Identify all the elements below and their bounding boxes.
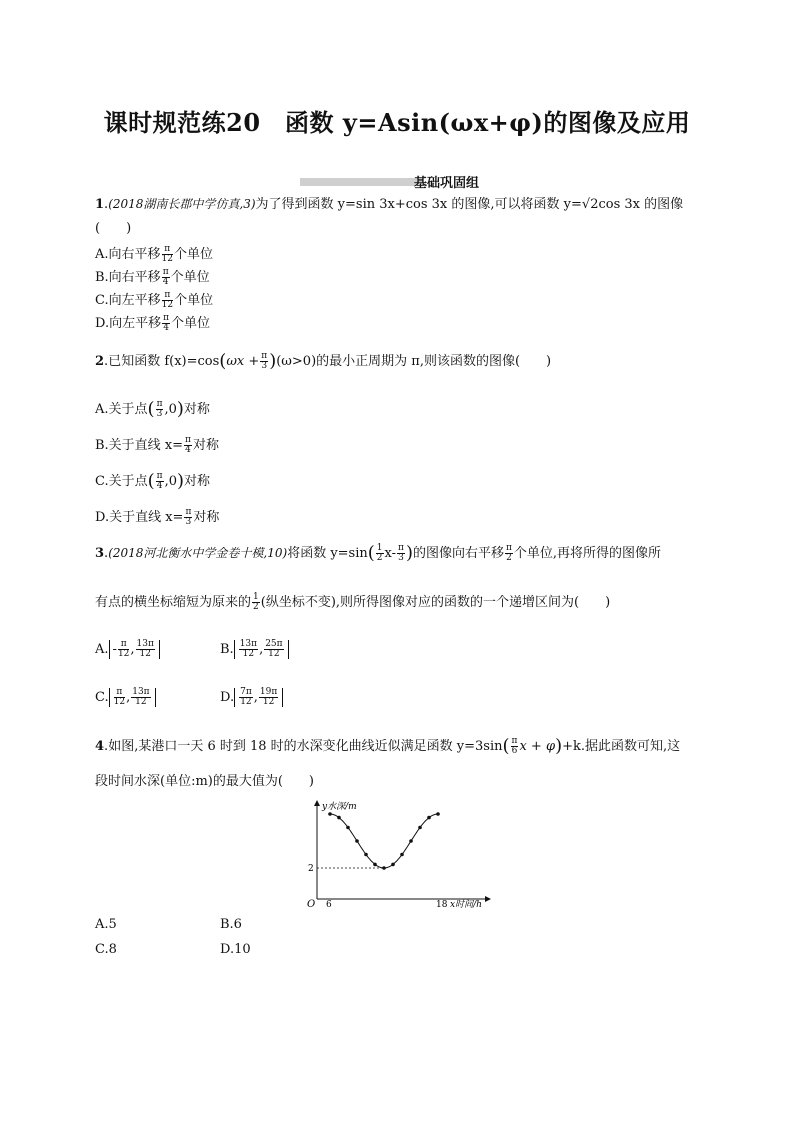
curve-point bbox=[328, 812, 332, 816]
x-tick-18: 18 bbox=[436, 900, 448, 910]
curve-points bbox=[328, 812, 440, 870]
curve-point bbox=[427, 816, 431, 820]
q4-stem-line2: 段时间水深(单位:m)的最大值为( ) bbox=[95, 774, 314, 789]
q1-option-d[interactable]: D.向左平移 $\frac{\pi}{4}$ 个单位 bbox=[95, 313, 211, 333]
q3-option-b[interactable]: B. $\frac{13\pi}{12}$ , $\frac{25\pi}{12}$ bbox=[220, 640, 289, 659]
q4-inner: x + φ bbox=[519, 739, 556, 754]
q2-inner: ωx + bbox=[226, 354, 260, 369]
q4-figure bbox=[300, 795, 500, 910]
x-axis-label: x时间/h bbox=[450, 900, 482, 910]
x-tick-6: 6 bbox=[326, 900, 332, 910]
curve-point bbox=[355, 839, 359, 843]
q2-stem-b: (ω>0)的最小正周期为 π,则该函数的图像( ) bbox=[276, 354, 552, 369]
q3-line2-a: 有点的横坐标缩短为原来的 bbox=[95, 595, 252, 610]
q3-line2-b: (纵坐标不变),则所得图像对应的函数的一个递增区间为( ) bbox=[260, 595, 611, 610]
q2-stem: 2.已知函数 f(x)=cos(ωx + $\frac{\pi}{3}$ )(ω>0)的最小正周期为 π,则该函数的图像( ) bbox=[95, 350, 552, 372]
q3-frac-1: $\frac{1}{2}$ bbox=[376, 543, 383, 563]
q4-option-c[interactable]: C.8 bbox=[95, 942, 117, 957]
curve-point bbox=[373, 863, 377, 867]
q1-number: 1 bbox=[95, 197, 105, 212]
section-label: 基础巩固组 bbox=[414, 176, 480, 191]
curve-point bbox=[418, 826, 422, 830]
q2-option-d[interactable]: D.关于直线 x= $\frac{\pi}{3}$ 对称 bbox=[95, 507, 220, 527]
q4-option-d[interactable]: D.10 bbox=[220, 942, 251, 957]
q3-number: 3 bbox=[95, 546, 105, 561]
y-axis-label: y水深/m bbox=[322, 802, 357, 812]
q4-number: 4 bbox=[95, 739, 105, 754]
curve-point bbox=[382, 866, 386, 870]
q3-stem-b: 的图像向右平移 bbox=[412, 546, 504, 561]
curve-point bbox=[409, 839, 413, 843]
q3-frac-2: $\frac{\pi}{3}$ bbox=[398, 543, 404, 563]
q2-option-a[interactable]: A.关于点( $\frac{\pi}{3}$ ,0)对称 bbox=[95, 398, 210, 420]
q2-number: 2 bbox=[95, 354, 105, 369]
q1-stem-b: cos 3x 的图像 bbox=[598, 197, 684, 212]
q1-source: (2018湖南长郡中学仿真,3) bbox=[108, 197, 256, 211]
q3-option-a[interactable]: A. - $\frac{\pi}{12}$ , $\frac{13\pi}{12}$ bbox=[95, 640, 160, 659]
section-bar bbox=[300, 178, 418, 186]
q4-stem-a: 如图,某港口一天 6 时到 18 时的水深变化曲线近似满足函数 y=3sin bbox=[108, 739, 503, 754]
section-header bbox=[300, 172, 530, 190]
q3-stem-c: 个单位,再将所得的图像所 bbox=[513, 546, 662, 561]
q2-frac: $\frac{\pi}{3}$ bbox=[261, 351, 268, 371]
q2-option-c[interactable]: C.关于点( $\frac{\pi}{4}$ ,0)对称 bbox=[95, 470, 211, 492]
q4-option-a[interactable]: A.5 bbox=[95, 917, 117, 932]
q1-option-a[interactable]: A.向右平移 $\frac{\pi}{12}$ 个单位 bbox=[95, 244, 213, 264]
q3-stem-a: 将函数 y=sin bbox=[287, 546, 368, 561]
curve-point bbox=[346, 826, 350, 830]
q4-stem: 4.如图,某港口一天 6 时到 18 时的水深变化曲线近似满足函数 y=3sin( $\frac{\pi}{6}$ x + φ)+k.据此函数可知,这 bbox=[95, 735, 681, 757]
q3-mid: x- bbox=[384, 546, 397, 561]
sine-curve bbox=[330, 814, 438, 868]
curve-point bbox=[400, 853, 404, 857]
q1-stem: 1.(2018湖南长郡中学仿真,3)为了得到函数 y=sin 3x+cos 3x 的图像,可以将函数 y=√2cos 3x 的图像 bbox=[95, 197, 684, 212]
q3-source: (2018河北衡水中学金卷十模,10) bbox=[108, 546, 288, 560]
curve-point bbox=[337, 816, 341, 820]
q3-option-d[interactable]: D. $\frac{7\pi}{12}$ , $\frac{19\pi}{12}$ bbox=[220, 688, 283, 707]
y-tick-2: 2 bbox=[308, 864, 314, 874]
q4-frac: $\frac{\pi}{6}$ bbox=[511, 736, 518, 756]
curve-point bbox=[391, 863, 395, 867]
q3-option-c[interactable]: C. $\frac{\pi}{12}$ , $\frac{13\pi}{12}$ bbox=[95, 688, 156, 707]
q3-frac-3: $\frac{\pi}{2}$ bbox=[506, 543, 512, 563]
q4-option-b[interactable]: B.6 bbox=[220, 917, 242, 932]
q3-stem: 3.(2018河北衡水中学金卷十模,10)将函数 y=sin( $\frac{1}{2}$ x- $\frac{\pi}{3}$ )的图像向右平移 $\frac{\pi}{2}$ 个单位,再将所得的图像所 bbox=[95, 542, 662, 564]
q3-frac-4: $\frac{1}{2}$ bbox=[253, 592, 259, 612]
q1-stem-a: 为了得到函数 y=sin 3x+cos 3x 的图像,可以将函数 y= bbox=[255, 197, 582, 212]
q1-option-b[interactable]: B.向右平移 $\frac{\pi}{4}$ 个单位 bbox=[95, 267, 210, 287]
q1-blank: ( ) bbox=[95, 221, 132, 236]
curve-point bbox=[436, 812, 440, 816]
q4-stem-b: +k.据此函数可知,这 bbox=[562, 739, 681, 754]
page-title: 课时规范练20 函数 y=Asin(ωx+φ)的图像及应用 bbox=[103, 108, 691, 137]
q3-stem-line2 bbox=[95, 593, 610, 612]
origin-label: O bbox=[307, 899, 316, 910]
q2-option-b[interactable]: B.关于直线 x= $\frac{\pi}{4}$ 对称 bbox=[95, 435, 219, 455]
q1-option-c[interactable]: C.向左平移 $\frac{\pi}{12}$ 个单位 bbox=[95, 290, 214, 310]
q1-sqrt: √2 bbox=[581, 197, 599, 212]
q2-stem-a: 已知函数 f(x)=cos bbox=[108, 354, 220, 369]
curve-point bbox=[364, 853, 368, 857]
